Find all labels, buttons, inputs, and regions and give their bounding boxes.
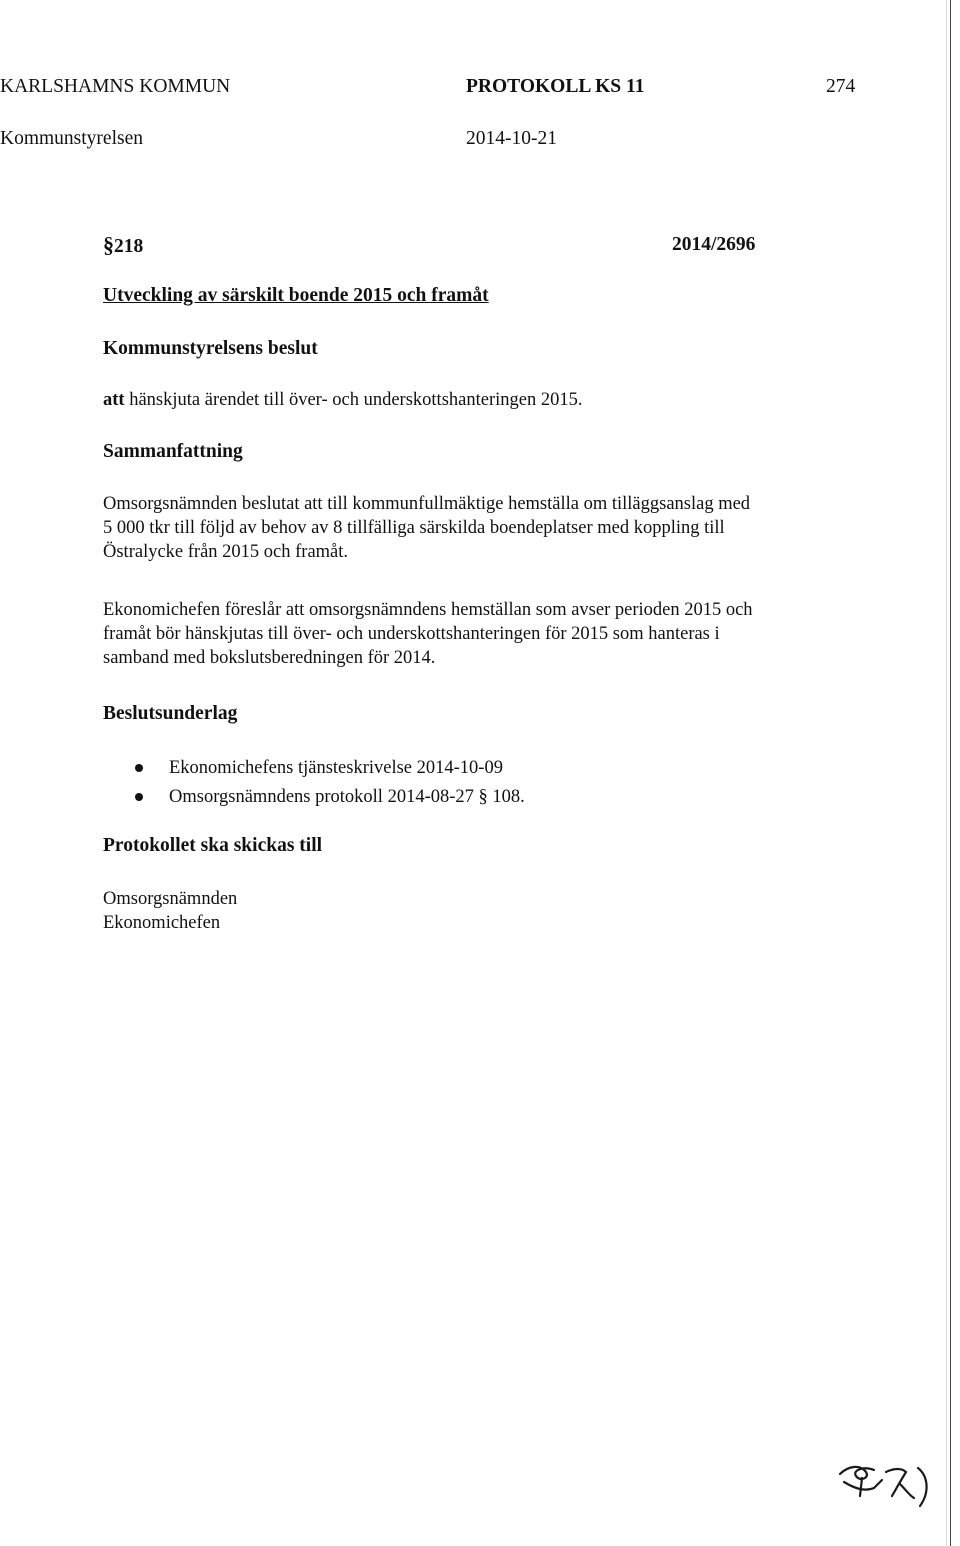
matter-title: Utveckling av särskilt boende 2015 och framåt [103, 285, 489, 306]
decision-body: hänskjuta ärendet till över- och underskottshanteringen 2015. [129, 390, 583, 410]
basis-item-text: Omsorgsnämndens protokoll 2014-08-27 § 108. [169, 787, 525, 807]
list-item [103, 785, 525, 814]
recipient: Ekonomichefen [103, 913, 221, 933]
recipient: Omsorgsnämnden [103, 889, 238, 909]
list-item [103, 756, 525, 785]
summary-heading: Sammanfattning [103, 441, 243, 462]
distribution-list [103, 887, 883, 935]
meeting-date: 2014-10-21 [466, 128, 557, 149]
committee-name: Kommunstyrelsen [0, 128, 143, 149]
protocol-title: PROTOKOLL KS 11 [466, 76, 645, 97]
summary-p1-line: 5 000 tkr till följd av behov av 8 tillfälliga särskilda boendeplatser med koppling till [103, 518, 725, 538]
summary-p2-line: Ekonomichefen föreslår att omsorgsnämndens hemställan som avser perioden 2015 och [103, 600, 753, 620]
decision-heading: Kommunstyrelsens beslut [103, 338, 318, 359]
summary-p2-line: framåt bör hänskjutas till över- och underskottshanteringen för 2015 som hanteras i [103, 624, 720, 644]
basis-list [103, 756, 525, 814]
decision-att: att [103, 390, 125, 410]
distribution-heading: Protokollet ska skickas till [103, 835, 323, 856]
section-sign: § [103, 232, 114, 257]
summary-p2-line: samband med bokslutsberedningen för 2014. [103, 648, 436, 668]
page-number: 274 [826, 76, 856, 97]
signature-stroke [860, 1478, 862, 1496]
summary-paragraph-2 [103, 598, 883, 670]
summary-p1-line: Omsorgsnämnden beslutat att till kommunfullmäktige hemställa om tilläggsanslag med [103, 494, 751, 514]
summary-p1-line: Östralycke från 2015 och framåt. [103, 542, 349, 562]
signature-stroke [840, 1467, 874, 1479]
scan-edge-line [950, 0, 951, 1546]
scan-edge-shadow [946, 0, 947, 1546]
case-number: 2014/2696 [672, 234, 756, 255]
summary-paragraph-1 [103, 492, 883, 564]
signature-stroke [918, 1468, 927, 1506]
bullet-icon [135, 793, 143, 801]
organization-name: KARLSHAMNS KOMMUN [0, 76, 231, 97]
signature-initials [830, 1452, 940, 1512]
decision-text [103, 388, 582, 412]
paragraph-number-value: 218 [114, 236, 144, 257]
signature-stroke [886, 1469, 906, 1496]
basis-heading: Beslutsunderlag [103, 703, 238, 724]
signature-stroke [844, 1480, 882, 1490]
paragraph-number [103, 232, 143, 258]
bullet-icon [135, 764, 143, 772]
signature-stroke [900, 1484, 914, 1498]
basis-item-text: Ekonomichefens tjänsteskrivelse 2014-10-09 [169, 758, 503, 778]
